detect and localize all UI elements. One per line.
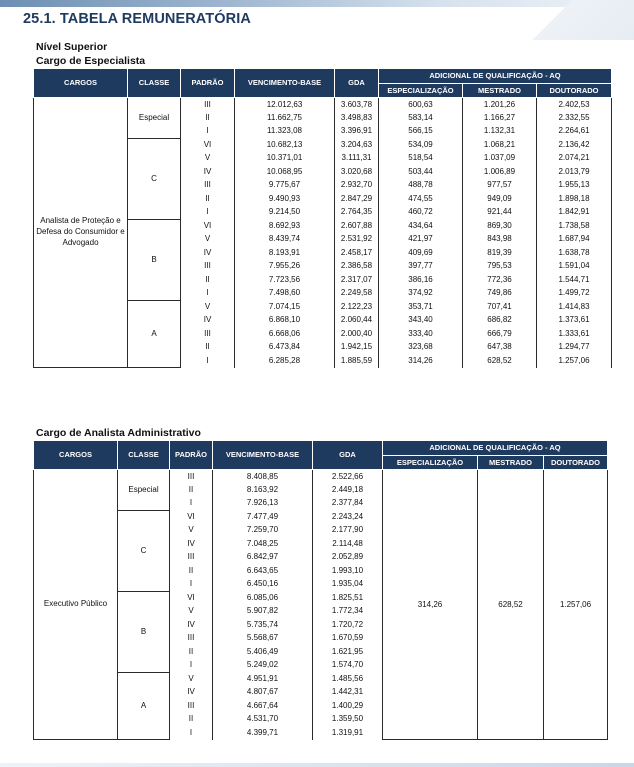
padrao-cell: IV: [181, 246, 235, 260]
level-title: Nível Superior: [36, 41, 108, 53]
especializacao-cell: 314,26: [383, 470, 478, 740]
padrao-cell: VI: [170, 510, 213, 524]
padrao-cell: III: [181, 260, 235, 274]
padrao-cell: VI: [181, 219, 235, 233]
doutorado-cell: 1.257,06: [544, 470, 608, 740]
especializacao-cell: 421,97: [379, 233, 463, 247]
mestrado-cell: 772,36: [463, 273, 537, 287]
mestrado-cell: 921,44: [463, 206, 537, 220]
mestrado-cell: 1.068,21: [463, 138, 537, 152]
doutorado-cell: 1.333,61: [537, 327, 612, 341]
header-mestrado: MESTRADO: [478, 456, 544, 470]
padrao-cell: IV: [181, 314, 235, 328]
vencimento-base-cell: 6.473,84: [235, 341, 335, 355]
classe-cell: A: [128, 300, 181, 368]
table-row: [34, 98, 612, 112]
vencimento-base-cell: 6.668,06: [235, 327, 335, 341]
mestrado-cell: 949,09: [463, 192, 537, 206]
mestrado-cell: 707,41: [463, 300, 537, 314]
mestrado-cell: 686,82: [463, 314, 537, 328]
vencimento-base-cell: 5.249,02: [213, 659, 313, 673]
especializacao-cell: 386,16: [379, 273, 463, 287]
gda-cell: 2.243,24: [313, 510, 383, 524]
mestrado-cell: 628,52: [463, 354, 537, 368]
header-doutorado: DOUTORADO: [544, 456, 608, 470]
vencimento-base-cell: 5.406,49: [213, 645, 313, 659]
doutorado-cell: 2.013,79: [537, 165, 612, 179]
padrao-cell: V: [170, 672, 213, 686]
mestrado-cell: 1.201,26: [463, 98, 537, 112]
padrao-cell: III: [181, 98, 235, 112]
padrao-cell: III: [170, 632, 213, 646]
vencimento-base-cell: 9.490,93: [235, 192, 335, 206]
vencimento-base-cell: 5.568,67: [213, 632, 313, 646]
gda-cell: 1.485,56: [313, 672, 383, 686]
corner-decoration: [504, 0, 634, 40]
bottom-decorative-bar: [0, 763, 634, 767]
especializacao-cell: 566,15: [379, 125, 463, 139]
padrao-cell: II: [170, 564, 213, 578]
especializacao-cell: 374,92: [379, 287, 463, 301]
padrao-cell: II: [181, 273, 235, 287]
padrao-cell: IV: [170, 537, 213, 551]
vencimento-base-cell: 9.214,50: [235, 206, 335, 220]
especializacao-cell: 534,09: [379, 138, 463, 152]
header-mestrado: MESTRADO: [463, 84, 537, 98]
doutorado-cell: 1.955,13: [537, 179, 612, 193]
doutorado-cell: 1.638,78: [537, 246, 612, 260]
mestrado-cell: 819,39: [463, 246, 537, 260]
vencimento-base-cell: 7.477,49: [213, 510, 313, 524]
header-especializacao: ESPECIALIZAÇÃO: [383, 456, 478, 470]
padrao-cell: I: [170, 659, 213, 673]
classe-cell: Especial: [128, 98, 181, 139]
gda-cell: 2.060,44: [335, 314, 379, 328]
mestrado-cell: 1.166,27: [463, 111, 537, 125]
especializacao-cell: 314,26: [379, 354, 463, 368]
vencimento-base-cell: 6.868,10: [235, 314, 335, 328]
doutorado-cell: 2.402,53: [537, 98, 612, 112]
doutorado-cell: 1.373,61: [537, 314, 612, 328]
gda-cell: 1.993,10: [313, 564, 383, 578]
gda-cell: 2.932,70: [335, 179, 379, 193]
gda-cell: 2.522,66: [313, 470, 383, 484]
gda-cell: 2.177,90: [313, 524, 383, 538]
doutorado-cell: 1.898,18: [537, 192, 612, 206]
padrao-cell: II: [181, 111, 235, 125]
padrao-cell: V: [181, 233, 235, 247]
vencimento-base-cell: 7.955,26: [235, 260, 335, 274]
especializacao-cell: 343,40: [379, 314, 463, 328]
gda-cell: 2.377,84: [313, 497, 383, 511]
padrao-cell: IV: [170, 686, 213, 700]
header-cargos: CARGOS: [34, 69, 128, 98]
vencimento-base-cell: 7.723,56: [235, 273, 335, 287]
gda-cell: 1.442,31: [313, 686, 383, 700]
especializacao-cell: 460,72: [379, 206, 463, 220]
padrao-cell: I: [181, 125, 235, 139]
vencimento-base-cell: 8.692,93: [235, 219, 335, 233]
vencimento-base-cell: 10.068,95: [235, 165, 335, 179]
doutorado-cell: 1.591,04: [537, 260, 612, 274]
cargo-cell: Executivo Público: [34, 470, 118, 740]
mestrado-cell: 666,79: [463, 327, 537, 341]
vencimento-base-cell: 7.048,25: [213, 537, 313, 551]
mestrado-cell: 795,53: [463, 260, 537, 274]
classe-cell: A: [118, 672, 170, 740]
vencimento-base-cell: 4.951,91: [213, 672, 313, 686]
vencimento-base-cell: 6.285,28: [235, 354, 335, 368]
gda-cell: 2.458,17: [335, 246, 379, 260]
gda-cell: 2.531,92: [335, 233, 379, 247]
table-row: [34, 470, 608, 484]
vencimento-base-cell: 11.662,75: [235, 111, 335, 125]
doutorado-cell: 1.738,58: [537, 219, 612, 233]
mestrado-cell: 869,30: [463, 219, 537, 233]
padrao-cell: I: [170, 497, 213, 511]
vencimento-base-cell: 7.926,13: [213, 497, 313, 511]
vencimento-base-cell: 8.163,92: [213, 483, 313, 497]
gda-cell: 1.935,04: [313, 578, 383, 592]
padrao-cell: I: [181, 354, 235, 368]
mestrado-cell: 977,57: [463, 179, 537, 193]
gda-cell: 1.359,50: [313, 713, 383, 727]
header-gda: GDA: [335, 69, 379, 98]
vencimento-base-cell: 4.399,71: [213, 726, 313, 740]
especializacao-cell: 474,55: [379, 192, 463, 206]
padrao-cell: II: [181, 192, 235, 206]
gda-cell: 2.114,48: [313, 537, 383, 551]
cargo-cell: Analista de Proteção e Defesa do Consumidor e Advogado: [34, 98, 128, 368]
padrao-cell: I: [181, 206, 235, 220]
especializacao-cell: 397,77: [379, 260, 463, 274]
gda-cell: 2.249,58: [335, 287, 379, 301]
padrao-cell: IV: [181, 165, 235, 179]
mestrado-cell: 749,86: [463, 287, 537, 301]
padrao-cell: V: [170, 524, 213, 538]
vencimento-base-cell: 8.193,91: [235, 246, 335, 260]
vencimento-base-cell: 9.775,67: [235, 179, 335, 193]
header-padrao: PADRÃO: [170, 441, 213, 470]
padrao-cell: I: [181, 287, 235, 301]
padrao-cell: III: [170, 551, 213, 565]
mestrado-cell: 1.132,31: [463, 125, 537, 139]
mestrado-cell: 1.006,89: [463, 165, 537, 179]
gda-cell: 1.885,59: [335, 354, 379, 368]
padrao-cell: V: [170, 605, 213, 619]
especializacao-cell: 518,54: [379, 152, 463, 166]
classe-cell: C: [128, 138, 181, 219]
vencimento-base-cell: 11.323,08: [235, 125, 335, 139]
especializacao-cell: 323,68: [379, 341, 463, 355]
vencimento-base-cell: 8.439,74: [235, 233, 335, 247]
vencimento-base-cell: 12.012,63: [235, 98, 335, 112]
doutorado-cell: 2.332,55: [537, 111, 612, 125]
header-adicional-qualificacao: ADICIONAL DE QUALIFICAÇÃO - AQ: [383, 441, 608, 456]
doutorado-cell: 1.414,83: [537, 300, 612, 314]
doutorado-cell: 1.687,94: [537, 233, 612, 247]
gda-cell: 3.111,31: [335, 152, 379, 166]
gda-cell: 1.772,34: [313, 605, 383, 619]
especializacao-cell: 503,44: [379, 165, 463, 179]
header-padrao: PADRÃO: [181, 69, 235, 98]
vencimento-base-cell: 10.371,01: [235, 152, 335, 166]
padrao-cell: II: [170, 713, 213, 727]
analista-administrativo-salary-table: [33, 440, 608, 740]
classe-cell: C: [118, 510, 170, 591]
gda-cell: 1.825,51: [313, 591, 383, 605]
padrao-cell: VI: [170, 591, 213, 605]
padrao-cell: V: [181, 152, 235, 166]
doutorado-cell: 1.842,91: [537, 206, 612, 220]
vencimento-base-cell: 6.643,65: [213, 564, 313, 578]
vencimento-base-cell: 6.842,97: [213, 551, 313, 565]
padrao-cell: III: [181, 179, 235, 193]
vencimento-base-cell: 10.682,13: [235, 138, 335, 152]
header-classe: CLASSE: [118, 441, 170, 470]
vencimento-base-cell: 6.450,16: [213, 578, 313, 592]
mestrado-cell: 1.037,09: [463, 152, 537, 166]
gda-cell: 1.942,15: [335, 341, 379, 355]
padrao-cell: VI: [181, 138, 235, 152]
gda-cell: 3.204,63: [335, 138, 379, 152]
gda-cell: 3.396,91: [335, 125, 379, 139]
especializacao-cell: 353,71: [379, 300, 463, 314]
mestrado-cell: 628,52: [478, 470, 544, 740]
gda-cell: 1.621,95: [313, 645, 383, 659]
header-cargos: CARGOS: [34, 441, 118, 470]
padrao-cell: I: [170, 578, 213, 592]
padrao-cell: II: [181, 341, 235, 355]
vencimento-base-cell: 7.498,60: [235, 287, 335, 301]
gda-cell: 2.847,29: [335, 192, 379, 206]
vencimento-base-cell: 7.074,15: [235, 300, 335, 314]
classe-cell: B: [118, 591, 170, 672]
gda-cell: 3.020,68: [335, 165, 379, 179]
table1-caption: Cargo de Especialista: [36, 55, 146, 67]
header-doutorado: DOUTORADO: [537, 84, 612, 98]
gda-cell: 2.607,88: [335, 219, 379, 233]
header-especializacao: ESPECIALIZAÇÃO: [379, 84, 463, 98]
gda-cell: 1.319,91: [313, 726, 383, 740]
doutorado-cell: 1.499,72: [537, 287, 612, 301]
padrao-cell: I: [170, 726, 213, 740]
vencimento-base-cell: 4.531,70: [213, 713, 313, 727]
especializacao-cell: 600,63: [379, 98, 463, 112]
gda-cell: 1.400,29: [313, 699, 383, 713]
vencimento-base-cell: 8.408,85: [213, 470, 313, 484]
gda-cell: 2.317,07: [335, 273, 379, 287]
padrao-cell: III: [181, 327, 235, 341]
section-title: 25.1. TABELA REMUNERATÓRIA: [23, 11, 251, 27]
header-vencimento-base: VENCIMENTO-BASE: [213, 441, 313, 470]
doutorado-cell: 2.264,61: [537, 125, 612, 139]
table2-caption: Cargo de Analista Administrativo: [36, 427, 201, 439]
gda-cell: 1.574,70: [313, 659, 383, 673]
doutorado-cell: 1.294,77: [537, 341, 612, 355]
especializacao-cell: 488,78: [379, 179, 463, 193]
classe-cell: Especial: [118, 470, 170, 511]
gda-cell: 2.764,35: [335, 206, 379, 220]
header-gda: GDA: [313, 441, 383, 470]
gda-cell: 3.603,78: [335, 98, 379, 112]
header-vencimento-base: VENCIMENTO-BASE: [235, 69, 335, 98]
vencimento-base-cell: 7.259,70: [213, 524, 313, 538]
vencimento-base-cell: 6.085,06: [213, 591, 313, 605]
gda-cell: 2.386,58: [335, 260, 379, 274]
padrao-cell: III: [170, 470, 213, 484]
doutorado-cell: 2.136,42: [537, 138, 612, 152]
doutorado-cell: 1.257,06: [537, 354, 612, 368]
especializacao-cell: 333,40: [379, 327, 463, 341]
especializacao-cell: 409,69: [379, 246, 463, 260]
gda-cell: 2.052,89: [313, 551, 383, 565]
especializacao-cell: 583,14: [379, 111, 463, 125]
doutorado-cell: 1.544,71: [537, 273, 612, 287]
classe-cell: B: [128, 219, 181, 300]
gda-cell: 2.449,18: [313, 483, 383, 497]
mestrado-cell: 843,98: [463, 233, 537, 247]
header-adicional-qualificacao: ADICIONAL DE QUALIFICAÇÃO - AQ: [379, 69, 612, 84]
header-classe: CLASSE: [128, 69, 181, 98]
padrao-cell: II: [170, 483, 213, 497]
gda-cell: 1.670,59: [313, 632, 383, 646]
especialista-salary-table: [33, 68, 612, 368]
padrao-cell: II: [170, 645, 213, 659]
vencimento-base-cell: 5.735,74: [213, 618, 313, 632]
gda-cell: 1.720,72: [313, 618, 383, 632]
especializacao-cell: 434,64: [379, 219, 463, 233]
gda-cell: 2.000,40: [335, 327, 379, 341]
vencimento-base-cell: 4.667,64: [213, 699, 313, 713]
vencimento-base-cell: 4.807,67: [213, 686, 313, 700]
padrao-cell: III: [170, 699, 213, 713]
vencimento-base-cell: 5.907,82: [213, 605, 313, 619]
doutorado-cell: 2.074,21: [537, 152, 612, 166]
gda-cell: 2.122,23: [335, 300, 379, 314]
gda-cell: 3.498,83: [335, 111, 379, 125]
mestrado-cell: 647,38: [463, 341, 537, 355]
padrao-cell: IV: [170, 618, 213, 632]
padrao-cell: V: [181, 300, 235, 314]
